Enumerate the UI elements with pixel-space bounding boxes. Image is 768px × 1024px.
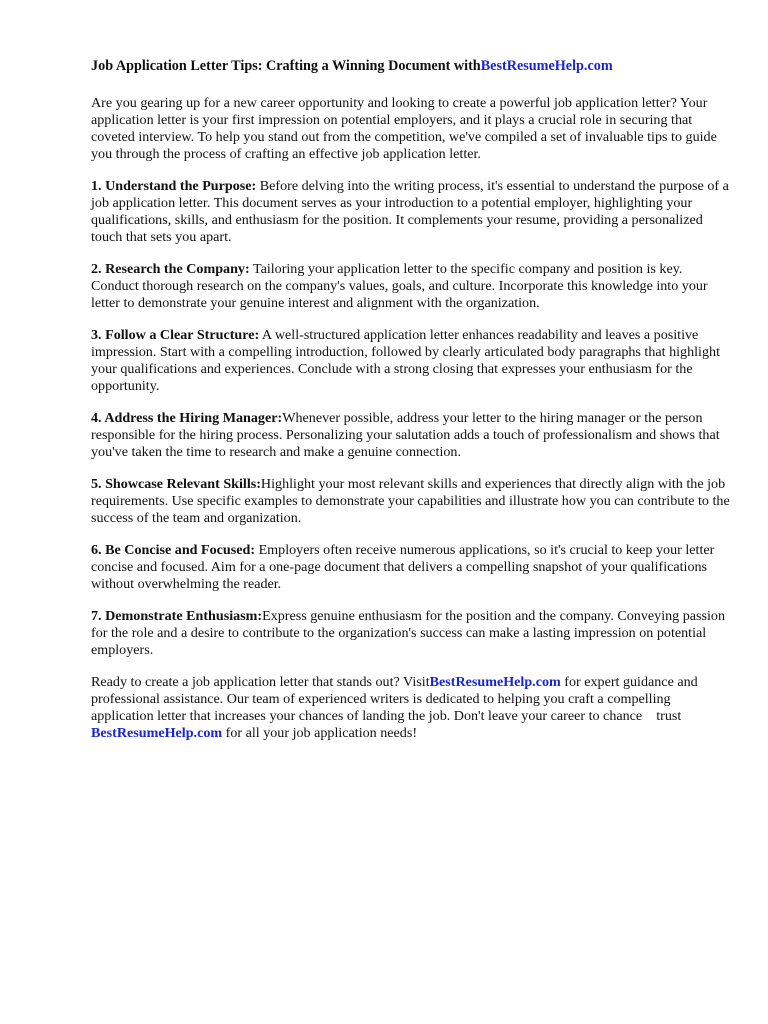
tip-paragraph <box>91 476 731 527</box>
closing-link[interactable]: BestResumeHelp.com <box>91 725 223 741</box>
intro-paragraph: Are you gearing up for a new career opportunity and looking to create a powerful job application letter? Your application letter is your first impression on potential employers, and it plays a crucial role in securing that coveted interview. To help you stand out from the competition, we've compiled a set of invaluable tips to guide you through the process of crafting an effective job application letter. <box>91 95 717 162</box>
tip-body: Highlight your most relevant skills and experiences that directly align with the job requirements. Use specific examples to demonstrate your capabilities and illustrate how you can contribute to the success of the team and organization. <box>91 476 730 526</box>
tip-paragraph <box>91 327 731 395</box>
document-page <box>91 58 731 742</box>
tip-body: A well-structured application letter enhances readability and leaves a positive impression. Start with a compelling introduction, followed by clearly articulated body paragraphs that highlight your qualifications and experiences. Conclude with a strong closing that expresses your enthusiasm for the opportunity. <box>91 327 720 394</box>
closing-text: for expert guidance and professional assistance. Our team of experienced writers is dedicated to helping you craft a compelling application letter that increases your chances of landing the job. Don't leave your career to chance trust <box>91 674 702 724</box>
closing-text: Ready to create a job application letter that stands out? Visit <box>91 674 430 690</box>
title-link[interactable]: BestResumeHelp.com <box>480 58 613 74</box>
tip-paragraph <box>91 178 731 246</box>
tip-heading: 6. Be Concise and Focused: <box>91 542 256 558</box>
tip-body: Whenever possible, address your letter to the hiring manager or the person responsible for the hiring process. Personalizing your salutation adds a touch of professionalism and shows that you've taken the time to research and make a genuine connection. <box>91 410 720 460</box>
tip-heading: 4. Address the Hiring Manager: <box>91 410 283 426</box>
tip-heading: 5. Showcase Relevant Skills: <box>91 476 261 492</box>
title-text: Job Application Letter Tips: Crafting a Winning Document with <box>91 58 481 74</box>
tip-heading: 3. Follow a Clear Structure: <box>91 327 260 343</box>
tip-body: Tailoring your application letter to the specific company and position is key. Conduct thorough research on the company's values, goals, and culture. Incorporate this knowledge into your letter to demonstrate your genuine interest and alignment with the organization. <box>91 261 708 311</box>
document-title <box>91 58 731 75</box>
tip-paragraph <box>91 410 731 461</box>
tip-body: Employers often receive numerous applications, so it's crucial to keep your letter concise and focused. Aim for a one-page document that delivers a compelling snapshot of your qualifications without overwhelming the reader. <box>91 542 715 592</box>
closing-paragraph <box>91 674 731 742</box>
tip-body: Before delving into the writing process, it's essential to understand the purpose of a job application letter. This document serves as your introduction to a potential employer, highlighting your qualifications, skills, and enthusiasm for the position. It complements your resume, providing a personalized touch that sets you apart. <box>91 178 729 245</box>
closing-text: for all your job application needs! <box>222 725 418 741</box>
tip-heading: 1. Understand the Purpose: <box>91 178 257 194</box>
tip-paragraph <box>91 261 731 312</box>
tip-body: Express genuine enthusiasm for the position and the company. Conveying passion for the role and a desire to contribute to the organization's success can make a lasting impression on potential employers. <box>91 608 726 658</box>
tip-heading: 7. Demonstrate Enthusiasm: <box>91 608 263 624</box>
tip-heading: 2. Research the Company: <box>91 261 250 277</box>
closing-link[interactable]: BestResumeHelp.com <box>429 674 561 690</box>
tip-paragraph <box>91 542 731 593</box>
tip-paragraph <box>91 608 731 659</box>
